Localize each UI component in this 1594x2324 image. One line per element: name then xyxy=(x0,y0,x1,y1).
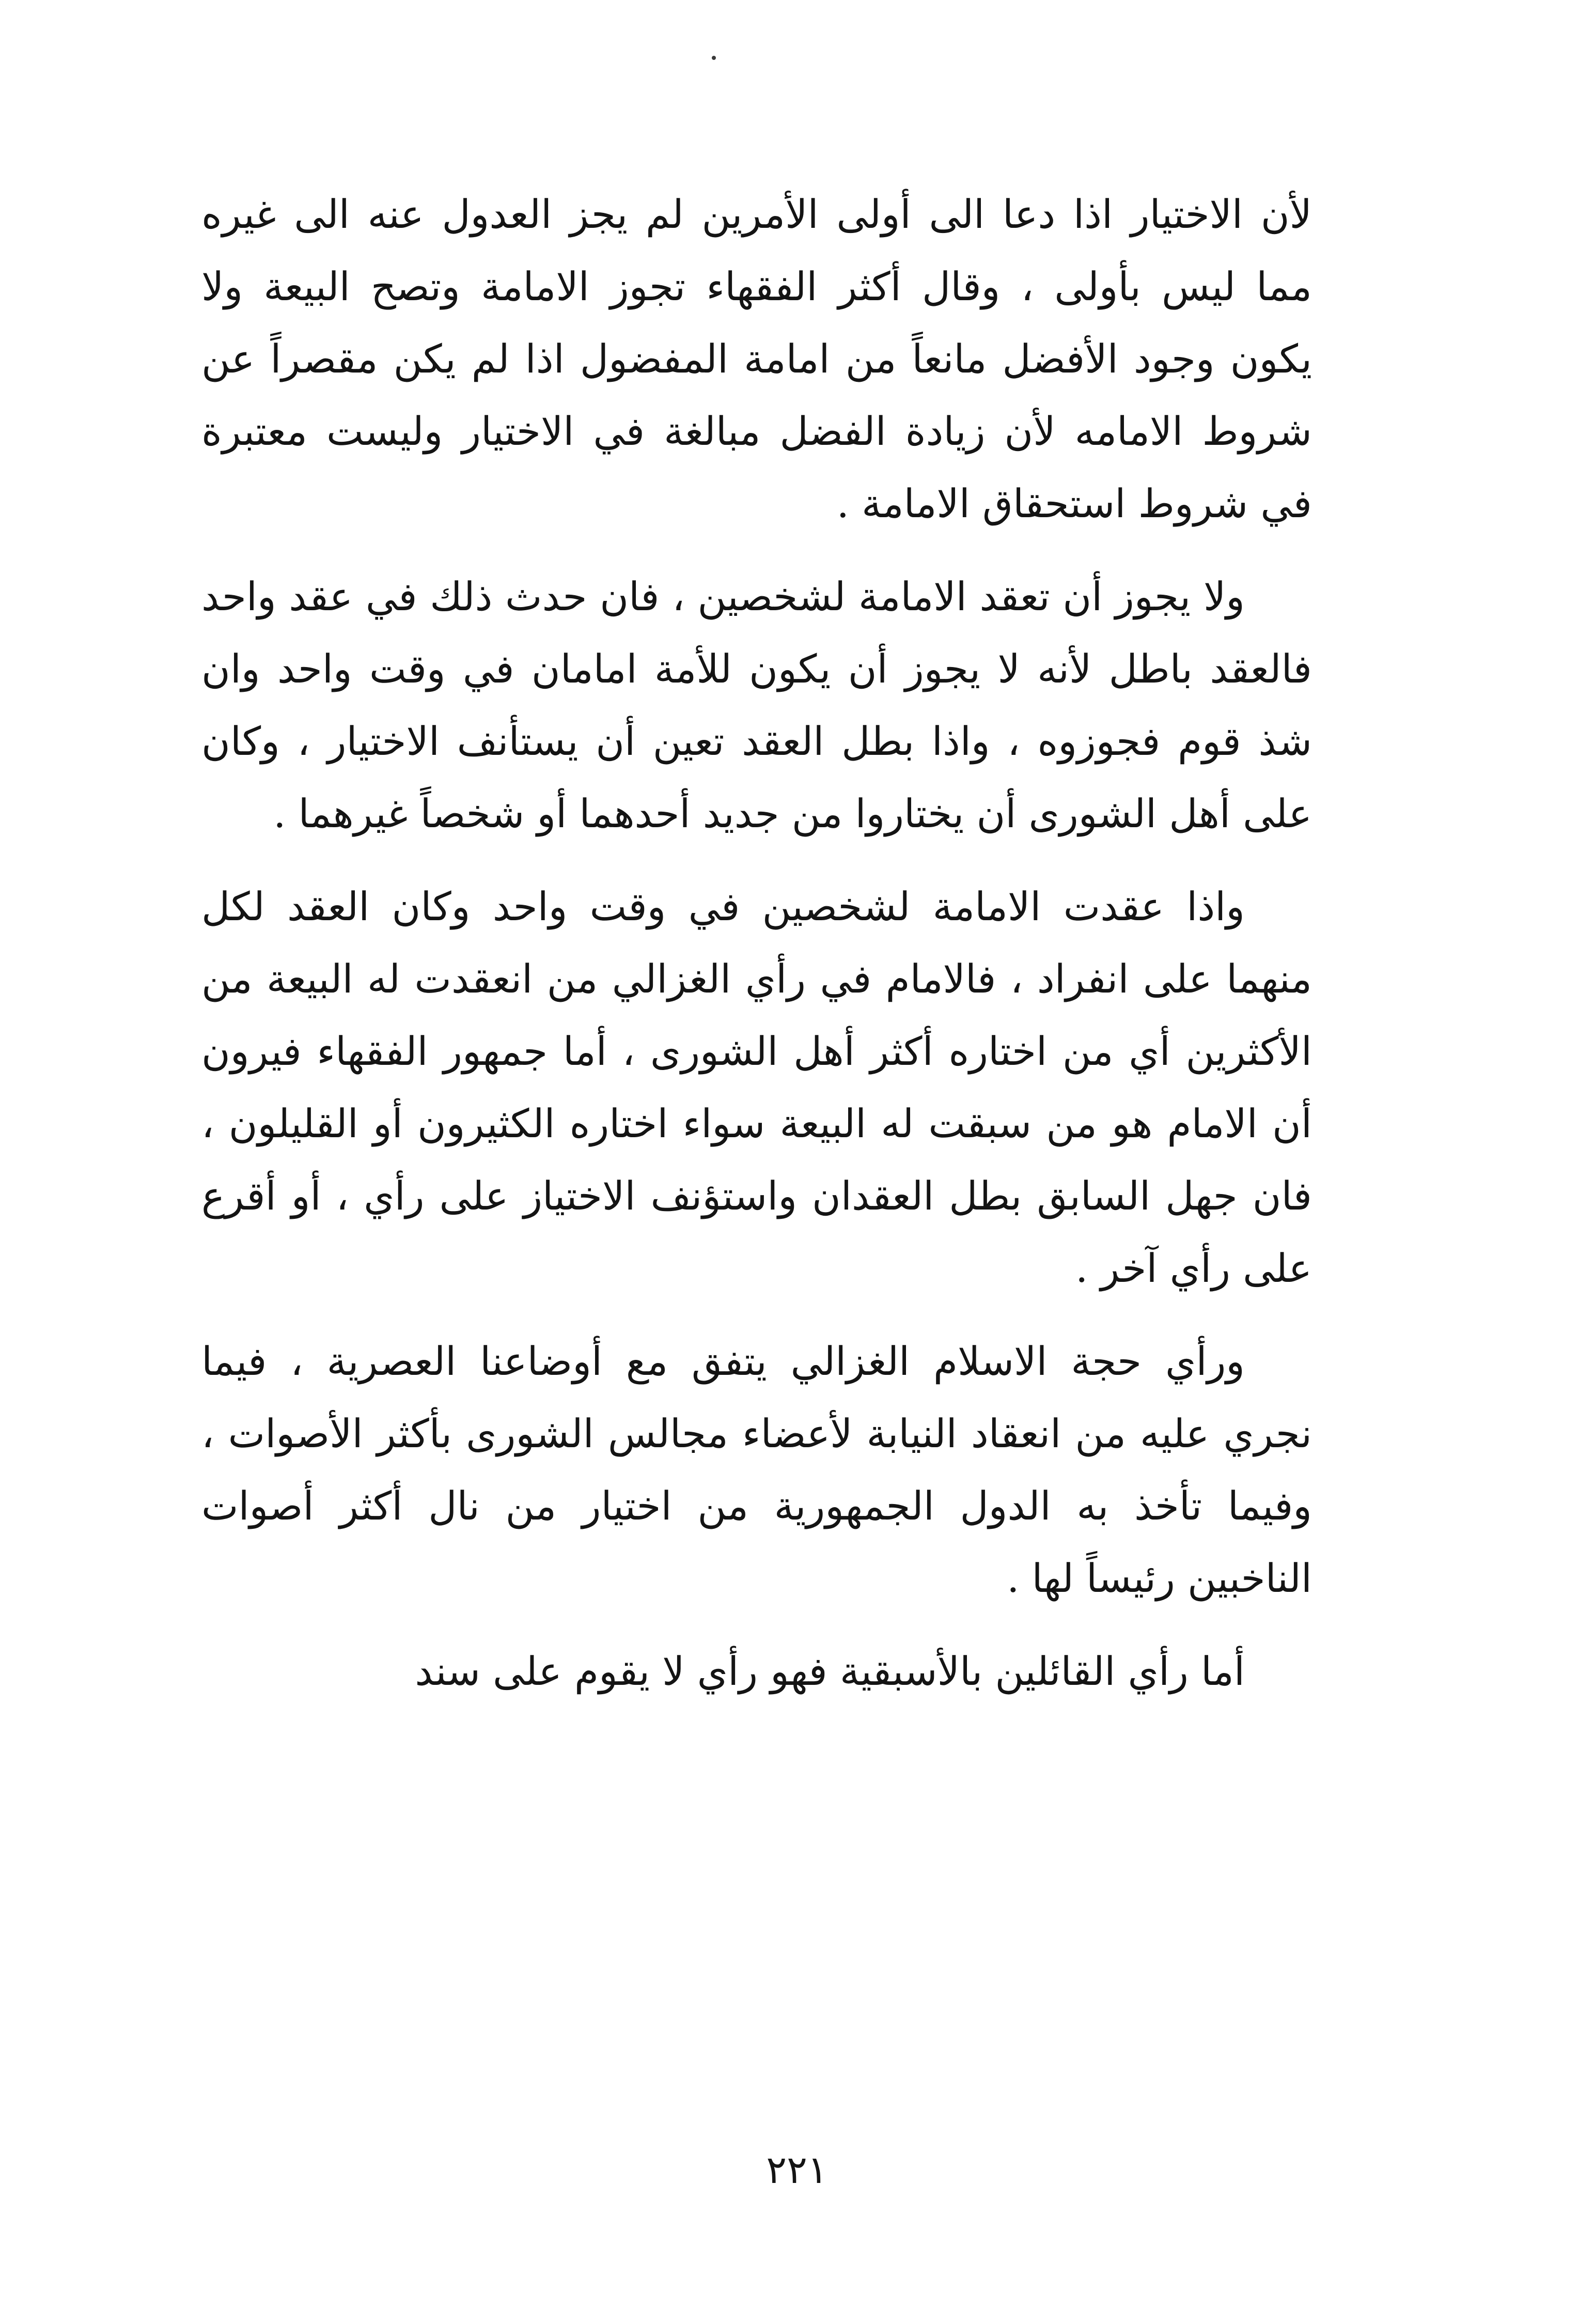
paragraph-3: واذا عقدت الامامة لشخصين في وقت واحد وكان العقد لكل منهما على انفراد ، فالامام في رأي الغزالي من انعقدت له البيعة من الأكثرين أي من اختاره أكثر أهل الشورى ، أما جمهور الفقهاء فيرون أن الامام هو من سبقت له البيعة سواء اختاره الكثيرون أو القليلون ، فان جهل السابق بطل العقدان واستؤنف الاختياز على رأي ، أو أقرع على رأي آخر . xyxy=(201,884,1312,1291)
paragraph-2: ولا يجوز أن تعقد الامامة لشخصين ، فان حدث ذلك في عقد واحد فالعقد باطل لأنه لا يجوز أن يكون للأمة امامان في وقت واحد وان شذ قوم فجوزوه ، واذا بطل العقد تعين أن يستأنف الاختيار ، وكان على أهل الشورى أن يختاروا من جديد أحدهما أو شخصاً غيرهما . xyxy=(201,574,1312,836)
paragraph-4: ورأي حجة الاسلام الغزالي يتفق مع أوضاعنا العصرية ، فيما نجري عليه من انعقاد النيابة لأعضاء مجالس الشورى بأكثر الأصوات ، وفيما تأخذ به الدول الجمهورية من اختيار من نال أكثر أصوات الناخبين رئيساً لها . xyxy=(201,1338,1312,1601)
paragraph-5: أما رأي القائلين بالأسبقية فهو رأي لا يقوم على سند xyxy=(415,1648,1245,1694)
page-number: ٢٢١ xyxy=(766,2148,828,2192)
body-text xyxy=(201,178,1312,1728)
paragraph-1: لأن الاختيار اذا دعا الى أولى الأمرين لم يجز العدول عنه الى غيره مما ليس بأولى ، وقال أكثر الفقهاء تجوز الامامة وتصح البيعة ولا يكون وجود الأفضل مانعاً من امامة المفضول اذا لم يكن مقصراً عن شروط الامامه لأن زيادة الفضل مبالغة في الاختيار وليست معتبرة في شروط استحقاق الامامة . xyxy=(201,191,1312,526)
page-speck xyxy=(712,56,716,60)
